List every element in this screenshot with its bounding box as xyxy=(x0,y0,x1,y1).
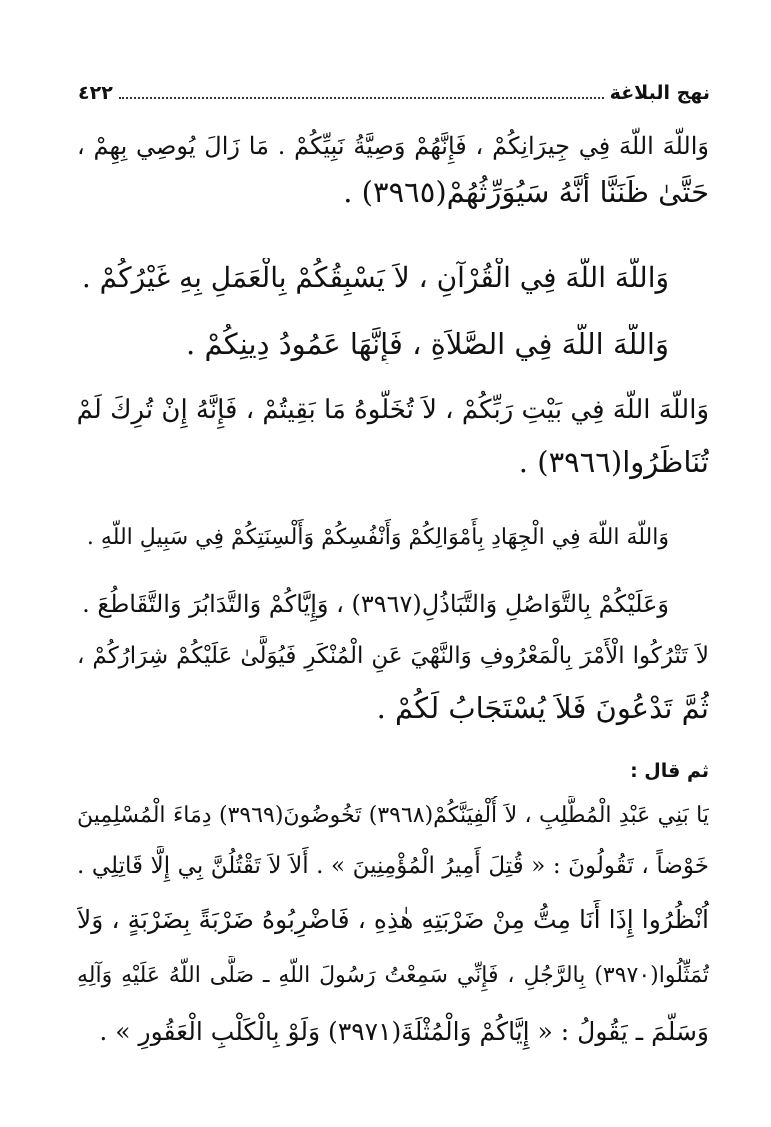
text-line: خَوْضاً ، تَقُولُونَ : « قُتِلَ أَمِيرُ الْمُؤْمِنِينَ » . أَلاَ لاَ تَقْتُلُنَّ بِي إِلَّا قَاتِلِي . xyxy=(77,853,709,879)
text-line: لاَ تَتْرُكُوا الْأَمْرَ بِالْمَعْرُوفِ وَالنَّهْيَ عَنِ الْمُنْكَرِ فَيُوَلَّىٰ عَلَيْكُمْ شِرَارُكُمْ ، xyxy=(77,643,709,669)
page-number: ٤٢٢ xyxy=(78,82,113,104)
text-line: تُمَثِّلُوا(٣٩٧٠) بِالرَّجُلِ ، فَإِنِّي سَمِعْتُ رَسُولَ اللّهِ ـ صَلَّى اللّهُ عَلَيْهِ وَآلِهِ xyxy=(77,963,709,988)
text-line: تُنَاظَرُوا(٣٩٦٦) . xyxy=(518,445,709,479)
text-line: وَسَلَّمَ ـ يَقُولُ : « إِيَّاكُمْ وَالْمُثْلَةَ(٣٩٧١) وَلَوْ بِالْكَلْبِ الْعَقُورِ » . xyxy=(99,1017,709,1046)
page-header xyxy=(78,78,710,104)
text-line: وَعَلَيْكُمْ بِالتَّوَاصُلِ وَالتَّبَاذُلِ(٣٩٦٧) ، وَإِيَّاكُمْ وَالتَّدَابُرَ وَالتَّقَاطُعَ . xyxy=(82,590,669,618)
book-title: نهج البلاغة xyxy=(609,82,710,104)
text-line: وَاللّهَ اللّهَ فِي بَيْتِ رَبِّكُمْ ، لاَ تُخَلُّوهُ مَا بَقِيتُمْ ، فَإِنَّهُ إِنْ تُرِكَ لَمْ xyxy=(77,395,709,425)
header-dotted-rule xyxy=(119,97,604,99)
text-line: وَاللّهَ اللّهَ فِي الْقُرْآنِ ، لاَ يَسْبِقُكُمْ بِالْعَمَلِ بِهِ غَيْرُكُمْ . xyxy=(81,261,669,294)
text-line: يَا بَنِي عَبْدِ الْمُطَّلِبِ ، لاَ أُلْفِيَنَّكُمْ(٣٩٦٨) تَخُوضُونَ(٣٩٦٩) دِمَاءَ الْمُسْلِمِينَ xyxy=(77,803,709,828)
subheading: ثم قال : xyxy=(630,760,709,782)
text-line: اُنْظُرُوا إِذَا أَنَا مِتُّ مِنْ ضَرْبَتِهِ هٰذِهِ ، فَاضْرِبُوهُ ضَرْبَةً بِضَرْبَةٍ ، وَلاَ xyxy=(77,905,709,934)
text-line: ثُمَّ تَدْعُونَ فَلاَ يُسْتَجَابُ لَكُمْ . xyxy=(376,691,709,725)
text-line: وَاللّهَ اللّهَ فِي الْجِهَادِ بِأَمْوَالِكُمْ وَأَنْفُسِكُمْ وَأَلْسِنَتِكُمْ فِي سَبِيلِ اللّهِ . xyxy=(86,525,669,550)
text-line: وَاللّهَ اللّهَ فِي الصَّلاَةِ ، فَإِنَّهَا عَمُودُ دِينِكُمْ . xyxy=(186,327,669,361)
text-line: حَتَّىٰ ظَنَنَّا أَنَّهُ سَيُوَرِّثُهُمْ(٣٩٦٥) . xyxy=(343,175,709,209)
text-line: وَاللّهَ اللّهَ فِي جِيرَانِكُمْ ، فَإِنَّهُمْ وَصِيَّةُ نَبِيِّكُمْ . مَا زَالَ يُوصِي بِهِمْ ، xyxy=(77,132,709,160)
